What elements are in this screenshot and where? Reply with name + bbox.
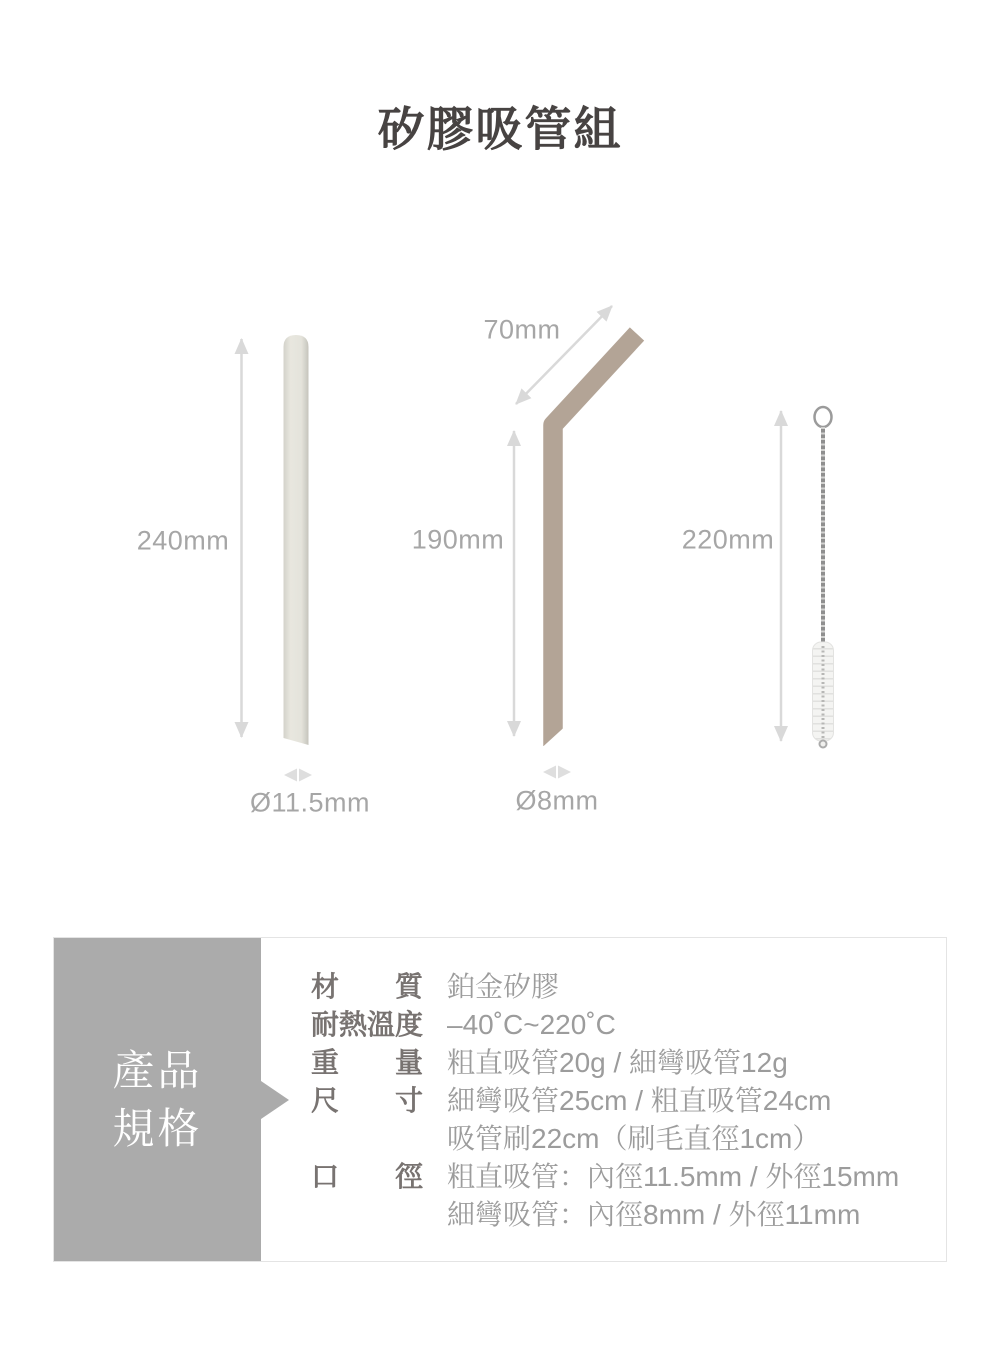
spec-label-caliber: 口徑 (311, 1161, 423, 1192)
page-title: 矽膠吸管組 (377, 102, 623, 156)
spec-label-size: 尺寸 (311, 1085, 423, 1116)
table-row (311, 968, 946, 1006)
spec-value-material (447, 968, 559, 1006)
spec-table (53, 937, 947, 1262)
straight-straw-length-label: 240mm (136, 525, 230, 556)
spec-label-weight: 重量 (311, 1047, 423, 1078)
table-row (311, 1044, 946, 1082)
table-row (311, 1006, 946, 1044)
spec-value-size (447, 1082, 831, 1158)
spec-table-heading (54, 938, 261, 1261)
spec-value-weight (447, 1044, 788, 1082)
spec-value-heat-resistance (447, 1006, 616, 1044)
bent-straw-diameter-label: Ø8mm (515, 785, 599, 816)
spec-rows (261, 938, 946, 1261)
bent-straw-length-label: 190mm (411, 524, 505, 555)
bent-straw-bend-length-label: 70mm (483, 314, 561, 345)
spec-label-heat-resistance: 耐熱溫度 (311, 1009, 424, 1040)
spec-value-line: 細彎吸管25cm / 粗直吸管24cm (447, 1085, 832, 1116)
spec-value-line: 吸管刷22cm（刷毛直徑1cm） (447, 1123, 821, 1154)
table-row (311, 1158, 946, 1234)
spec-value-line: 鉑金矽膠 (447, 971, 560, 1002)
spec-label-material: 材質 (311, 971, 423, 1002)
spec-value-line: 細彎吸管：內徑8mm / 外徑11mm (447, 1199, 861, 1230)
brush-length-label: 220mm (681, 524, 775, 555)
straight-straw-illustration (284, 335, 309, 745)
straight-straw-diameter-label: Ø11.5mm (249, 787, 371, 818)
diameter-arrow-11-5mm (284, 769, 312, 782)
spec-heading-line2: 規格 (112, 1104, 203, 1152)
diameter-arrow-8mm (543, 766, 571, 779)
arrow-pointer-icon (261, 1081, 289, 1119)
spec-heading-line1: 產品 (112, 1046, 203, 1094)
table-row (311, 1082, 946, 1158)
spec-value-line: 粗直吸管20g / 細彎吸管12g (447, 1047, 788, 1078)
cleaning-brush-illustration (813, 407, 834, 748)
spec-value-line: 粗直吸管：內徑11.5mm / 外徑15mm (447, 1161, 900, 1192)
spec-value-line: –40˚C~220˚C (447, 1009, 616, 1040)
spec-value-caliber (447, 1158, 899, 1234)
bent-straw-illustration (542, 334, 637, 748)
